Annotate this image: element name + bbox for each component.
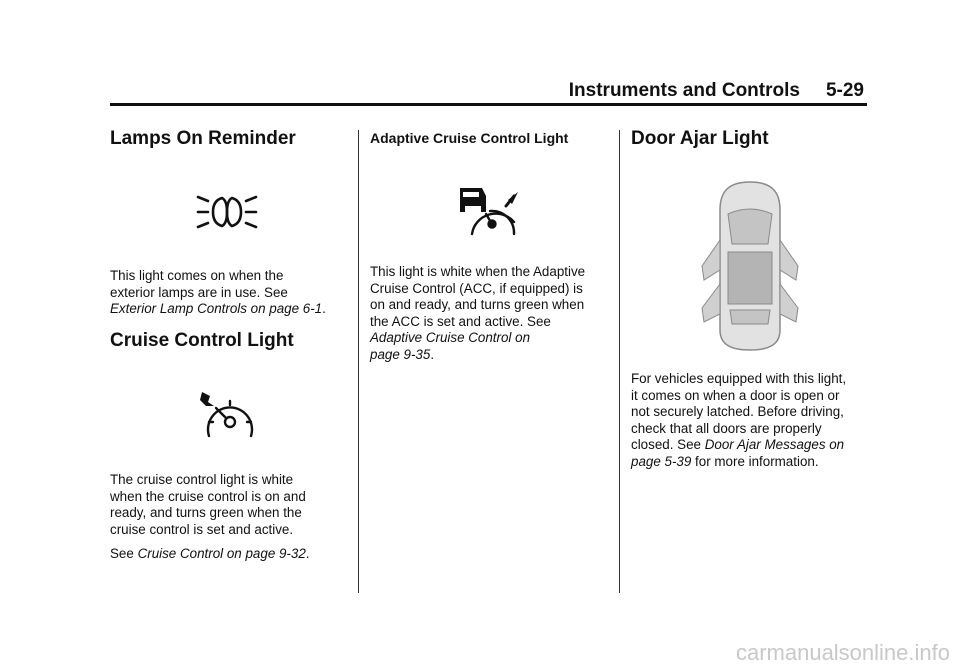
cross-reference-link[interactable]: Door Ajar Messages on [704,437,845,453]
text-line: check that all doors are properly [631,420,822,436]
cruise-control-text [110,472,350,563]
text-span: closed. See [631,437,705,453]
text-line [110,546,350,563]
text-line: the ACC is set and active. See [370,313,551,329]
text-line [631,454,876,471]
door-ajar-car-icon [698,180,802,352]
lamps-on-reminder-icon [195,192,259,232]
section-title: Instruments and Controls [568,80,800,101]
see-label: See [110,546,134,562]
text-line [631,437,876,454]
adaptive-cruise-control-heading: Adaptive Cruise Control Light [370,130,569,146]
door-ajar-heading: Door Ajar Light [631,128,769,149]
text-line [370,347,615,364]
door-ajar-text [631,371,876,471]
adaptive-cruise-control-text [370,264,615,364]
text-line: For vehicles equipped with this light, [631,371,847,386]
column-divider-1 [358,130,359,593]
cross-reference-link[interactable]: page 5-39 [631,453,692,469]
page-number: 5-29 [825,80,864,101]
text-line: This light comes on when the [110,268,284,283]
punctuation: . [305,546,310,562]
text-line: The cruise control light is white [110,472,294,487]
lamps-on-reminder-text [110,268,350,318]
punctuation: . [322,301,326,317]
header-rule [110,103,867,106]
text-line: Cruise Control (ACC, if equipped) is [370,280,583,296]
cruise-control-heading: Cruise Control Light [110,330,294,351]
text-line [110,301,350,318]
cruise-control-icon [198,392,262,442]
page-header [569,80,864,102]
text-line: on and ready, and turns green when [370,297,585,313]
adaptive-cruise-control-icon [456,184,522,238]
text-line: it comes on when a door is open or [631,387,840,403]
text-line: when the cruise control is on and [110,488,306,504]
text-line: not securely latched. Before driving, [631,404,844,420]
column-divider-2 [619,130,620,593]
lamps-on-reminder-heading: Lamps On Reminder [110,128,296,149]
text-line: cruise control is set and active. [110,521,294,537]
punctuation: . [430,346,435,362]
cross-reference-link[interactable]: Cruise Control on page 9-32 [137,546,306,562]
cross-reference-link[interactable]: Exterior Lamp Controls on page 6-1 [110,301,323,317]
cross-reference-link[interactable]: page 9-35 [370,346,431,362]
text-line [370,330,615,347]
cross-reference-link[interactable]: Adaptive Cruise Control on [370,330,531,346]
text-line: exterior lamps are in use. See [110,284,288,300]
text-line: ready, and turns green when the [110,505,302,521]
text-span: for more information. [691,453,819,469]
watermark: carmanualsonline.info [735,640,950,665]
text-line: This light is white when the Adaptive [370,264,586,279]
